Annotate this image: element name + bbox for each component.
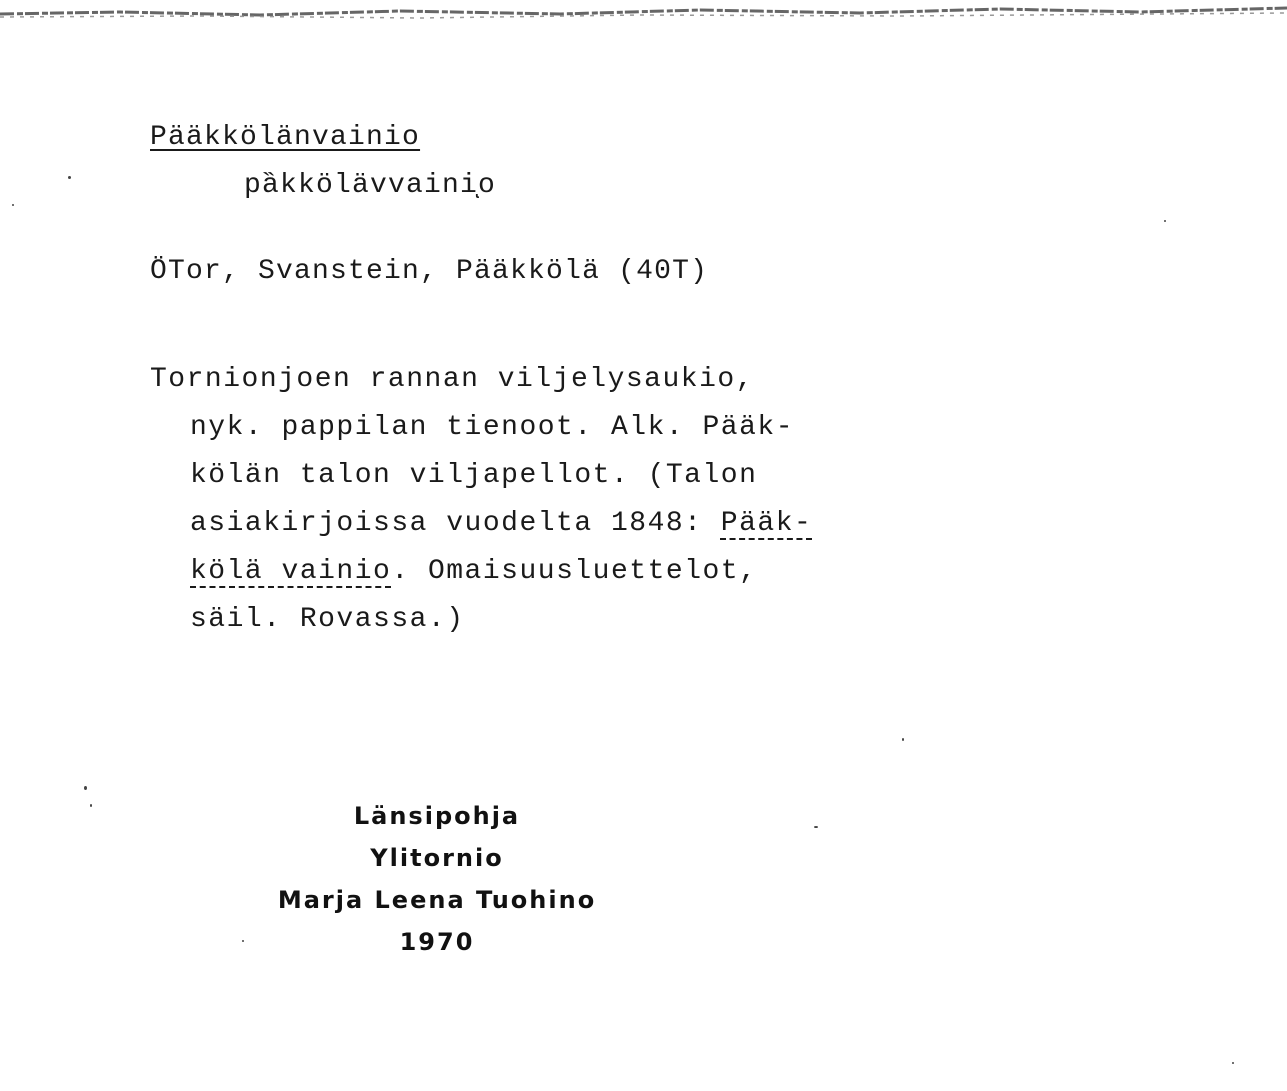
description-line: kölän talon viljapellot. (Talon xyxy=(190,460,758,491)
stamp-collector: Marja Leena Tuohino xyxy=(277,886,597,914)
description-text: . Omaisuusluettelot, xyxy=(391,556,758,587)
scan-speck xyxy=(90,804,92,807)
collector-stamp xyxy=(262,798,612,966)
source-reference: ÖTor, Svanstein, Pääkkölä (40T) xyxy=(150,256,709,287)
description-text: asiakirjoissa vuodelta 1848: xyxy=(190,508,721,539)
stamp-year: 1970 xyxy=(399,928,475,956)
description xyxy=(150,356,812,644)
description-line: säil. Rovassa.) xyxy=(190,604,465,635)
historical-form: Pääk- xyxy=(720,508,813,539)
scan-speck xyxy=(84,786,87,790)
description-line xyxy=(150,548,812,596)
historical-form: kölä vainio xyxy=(190,556,392,587)
scan-speck xyxy=(242,940,244,942)
description-line xyxy=(150,500,812,548)
scan-speck xyxy=(814,826,818,828)
pronunciation: pȁkkölävvainiͅo xyxy=(244,170,497,201)
scan-top-edge xyxy=(0,0,1287,22)
scan-speck xyxy=(68,176,71,179)
headword: Pääkkölänvainio xyxy=(150,122,421,153)
scan-speck xyxy=(1164,220,1166,222)
scan-speck xyxy=(12,204,14,206)
stamp-parish: Ylitornio xyxy=(370,844,504,872)
scan-speck xyxy=(1232,1062,1234,1064)
stamp-region: Länsipohja xyxy=(353,802,521,830)
scan-speck xyxy=(902,738,904,741)
description-line: Tornionjoen rannan viljelysaukio, xyxy=(150,364,754,395)
description-line: nyk. pappilan tienoot. Alk. Pääk- xyxy=(190,412,794,443)
